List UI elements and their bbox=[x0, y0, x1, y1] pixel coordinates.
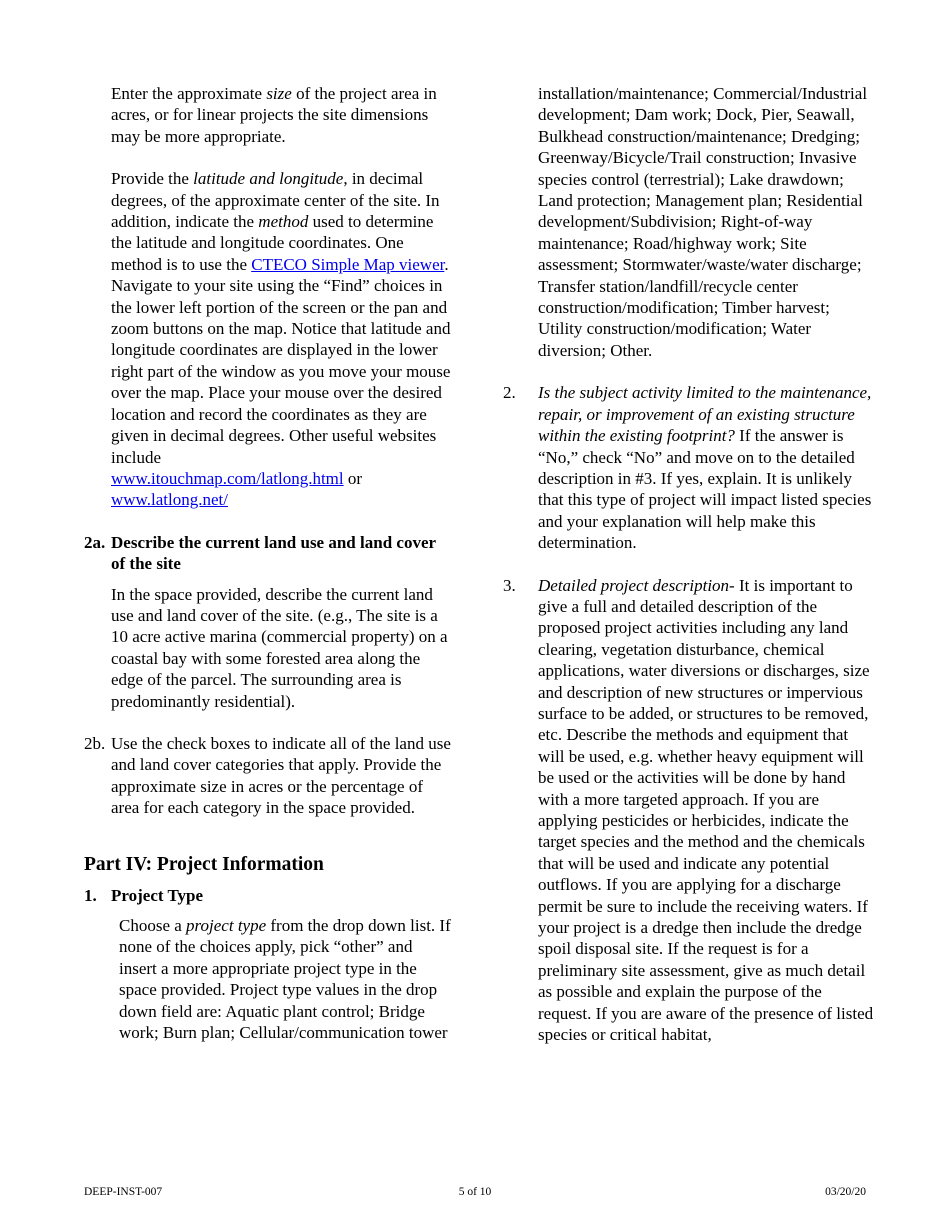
project-type-paragraph: Choose a project type from the drop down list. If none of the choices apply, pick “other” and insert a more appropriate project type in the space provided. Project type values in the drop down field are: Aquatic plant control; Bridge work; Burn plan; Cellular/communication tower bbox=[119, 916, 451, 1043]
section-2a-body: In the space provided, describe the current land use and land cover of the site. (e.g., The site is a 10 acre active marina (commercial property) on a coastal bay with some forested area along the edge of the parcel. The surrounding area is predominantly residential). bbox=[111, 584, 448, 711]
section-1 bbox=[84, 885, 454, 906]
section-1-number: 1. bbox=[84, 885, 97, 905]
part-iv-heading: Part IV: Project Information bbox=[84, 853, 324, 875]
section-2 bbox=[503, 382, 875, 553]
latlong-net-link[interactable]: www.latlong.net/ bbox=[111, 490, 228, 510]
section-2b bbox=[84, 733, 454, 819]
section-3 bbox=[503, 575, 875, 1046]
cteco-map-link[interactable]: CTECO Simple Map viewer bbox=[251, 254, 445, 274]
section-2-question: Is the subject activity limited to the maintenance, repair, or improvement of an existing structure within the existing footprint? bbox=[538, 383, 872, 446]
section-2-body: Is the subject activity limited to the maintenance, repair, or improvement of an existing structure within the existing footprint? If the answer is “No,” check “No” and move on to the detailed description in #3. If yes, explain. It is unlikely that this type of project will impact listed species and your explanation will help make this determination. bbox=[538, 383, 872, 553]
left-column bbox=[84, 83, 454, 1043]
section-3-body: Detailed project description- It is important to give a full and detailed description of the proposed project activities including any land clearing, vegetation disturbance, chemical applications, water diversions or discharges, size and description of new structures or impervious surface to be added, or structures to be removed, etc. Describe the methods and equipment that will be used, e.g. whether heavy equipment will be used or the activities will be done by hand with a more targeted approach. If you are applying pesticides or herbicides, indicate the target species and the method and the chemicals that will be used and indicate any potential outflows. If you are applying for a discharge permit be sure to include the receiving waters. If your project is a dredge then include the dredge spoil disposal site. If the request is for a preliminary site assessment, give as much detail as possible and explain the purpose of the request. If you are aware of the presence of listed species or critical habitat, bbox=[538, 575, 874, 1045]
section-1-heading: Project Type bbox=[111, 885, 204, 905]
section-2a-number: 2a. bbox=[84, 532, 106, 552]
right-column bbox=[503, 83, 875, 1045]
section-2a-heading: Describe the current land use and land cover of the site bbox=[111, 532, 436, 574]
section-2a bbox=[84, 532, 454, 712]
section-2b-body: Use the check boxes to indicate all of the land use and land cover categories that apply. Provide the approximate size in acres or the percentage of area for each category in the space provided. bbox=[111, 733, 451, 818]
latlong-paragraph: Provide the latitude and longitude, in decimal degrees, of the approximate center of the site. In addition, indicate the method used to determine the latitude and longitude coordinates. One method is to use the CTECO Simple Map viewer. Navigate to your site using the “Find” choices in the lower left portion of the screen or the pan and zoom buttons on the map. Notice that latitude and longitude coordinates are displayed in the lower right part of the window as you move your mouse over the map. Place your mouse over the desired location and record the coordinates as they are given in decimal degrees. Other useful websites include www.itouchmap.com/latlong.html or www.latlong.net/ bbox=[111, 169, 451, 510]
size-paragraph: Enter the approximate size of the project area in acres, or for linear projects the site dimensions may be more appropriate. bbox=[111, 84, 437, 146]
footer-date: 03/20/20 bbox=[825, 1186, 866, 1198]
itouchmap-link[interactable]: www.itouchmap.com/latlong.html bbox=[111, 468, 344, 488]
footer-page-number: 5 of 10 bbox=[458, 1186, 492, 1198]
footer-doc-id: DEEP-INST-007 bbox=[84, 1186, 163, 1198]
section-2-number: 2. bbox=[503, 383, 516, 403]
section-2b-number: 2b. bbox=[84, 733, 106, 753]
section-3-title: Detailed project description- bbox=[538, 575, 735, 595]
section-3-number: 3. bbox=[503, 575, 516, 595]
project-types-continued: installation/maintenance; Commercial/Industrial development; Dam work; Dock, Pier, Seawall, Bulkhead construction/maintenance; Dredging; Greenway/Bicycle/Trail construction; Invasive species control (terrestrial); Lake drawdown; Land protection; Management plan; Residential development/Subdivision; Right-of-way maintenance; Road/highway work; Site assessment; Stormwater/waste/water discharge; Transfer station/landfill/recycle center construction/modification; Timber harvest; Utility construction/modification; Water diversion; Other. bbox=[538, 84, 868, 360]
